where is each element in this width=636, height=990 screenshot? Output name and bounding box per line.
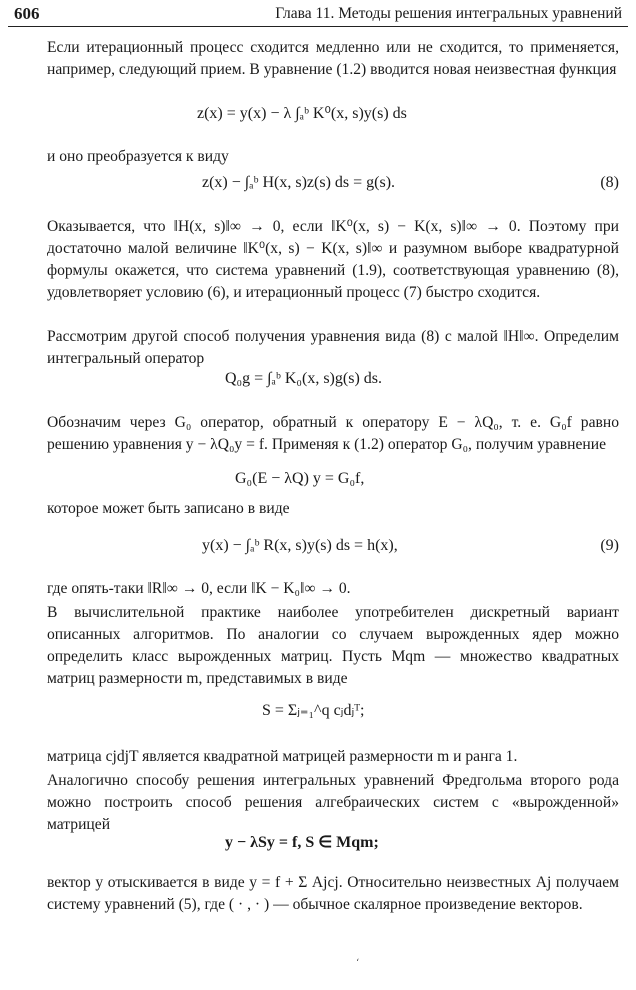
equation-z <box>47 103 619 137</box>
equation-g0 <box>47 470 619 494</box>
paragraph-transform: и оно преобразуется к виду <box>47 148 229 165</box>
equation-9-body: y(x) − ∫ₐᵇ R(x, s)y(s) ds = h(x), <box>202 537 398 554</box>
paragraph-intro: Если итерационный процесс сходится медленно или не сходится, то применяется, например, следующий прием. В уравнение (1.2) вводится новая неизвестная функция <box>47 39 619 78</box>
paragraph-vector-y: вектор y отыскивается в виде y = f + Σ Ajcj. Относительно неизвестных Aj получаем систему уравнений (5), где ( · , · ) — обычное скалярное произведение векторов. <box>47 874 619 913</box>
paragraph-rank-one: матрица cjdjT является квадратной матрицей размерности m и ранга 1. <box>47 748 518 765</box>
equation-system-body: y − λSy = f, S ∈ Mqm; <box>225 834 379 851</box>
paragraph-discrete-variant: В вычислительной практике наиболее употребителен дискретный вариант описанных алгоритмов. По аналогии со случаем вырожденных ядер можно определить класс вырожденных матриц. Пусть Mqm — множество квадратных матриц размерности m, представимых в виде <box>47 604 619 687</box>
equation-8-number: (8) <box>600 174 619 191</box>
paragraph-written-form: которое может быть записано в виде <box>47 500 290 517</box>
equation-9 <box>47 537 619 571</box>
paragraph-r-norm: где опять-таки ‖R‖∞ → 0, если ‖K − K₀‖∞ → 0. <box>47 580 351 597</box>
equation-q0-body: Q₀g = ∫ₐᵇ K₀(x, s)g(s) ds. <box>225 370 382 387</box>
footer-mark: ‘ <box>356 958 360 969</box>
equation-8-body: z(x) − ∫ₐᵇ H(x, s)z(s) ds = g(s). <box>202 174 396 191</box>
paragraph-norm-condition: Оказывается, что ‖H(x, s)‖∞ → 0, если ‖K⁰(x, s) − K(x, s)‖∞ → 0. Поэтому при достаточно малой величине ‖K⁰(x, s) − K(x, s)‖∞ и разумном выборе квадратурной формулы окажется, что система уравнений (1.9), соответствующая уравнению (8), удовлетворяет условию (6), и итерационный процесс (7) быстро сходится. <box>47 218 619 301</box>
paragraph-integral-operator: Рассмотрим другой способ получения уравнения вида (8) с малой ‖H‖∞. Определим интегральный оператор <box>47 328 619 367</box>
equation-system <box>47 832 619 856</box>
paragraph-g0-operator: Обозначим через G₀ оператор, обратный к оператору E − λQ₀, т. е. G₀f равно решению уравнения y − λQ₀y = f. Применяя к (1.2) оператор G₀, получим уравнение <box>47 414 619 453</box>
equation-s <box>47 700 619 740</box>
equation-s-body: S = Σⱼ₌₁^q cⱼdⱼᵀ; <box>262 702 365 719</box>
equation-9-number: (9) <box>600 537 619 554</box>
running-title: Глава 11. Методы решения интегральных уравнений <box>275 5 622 22</box>
paragraph-fredholm: Аналогично способу решения интегральных уравнений Фредгольма второго рода можно построить способ решения алгебраических систем с «вырожденной» матрицей <box>47 772 619 833</box>
equation-8 <box>47 174 619 208</box>
page-header <box>8 2 628 27</box>
page-number: 606 <box>14 4 40 23</box>
equation-z-body: z(x) = y(x) − λ ∫ₐᵇ K⁰(x, s)y(s) ds <box>197 105 407 122</box>
equation-q0 <box>47 370 619 404</box>
equation-g0-body: G₀(E − λQ) y = G₀f, <box>235 470 365 487</box>
